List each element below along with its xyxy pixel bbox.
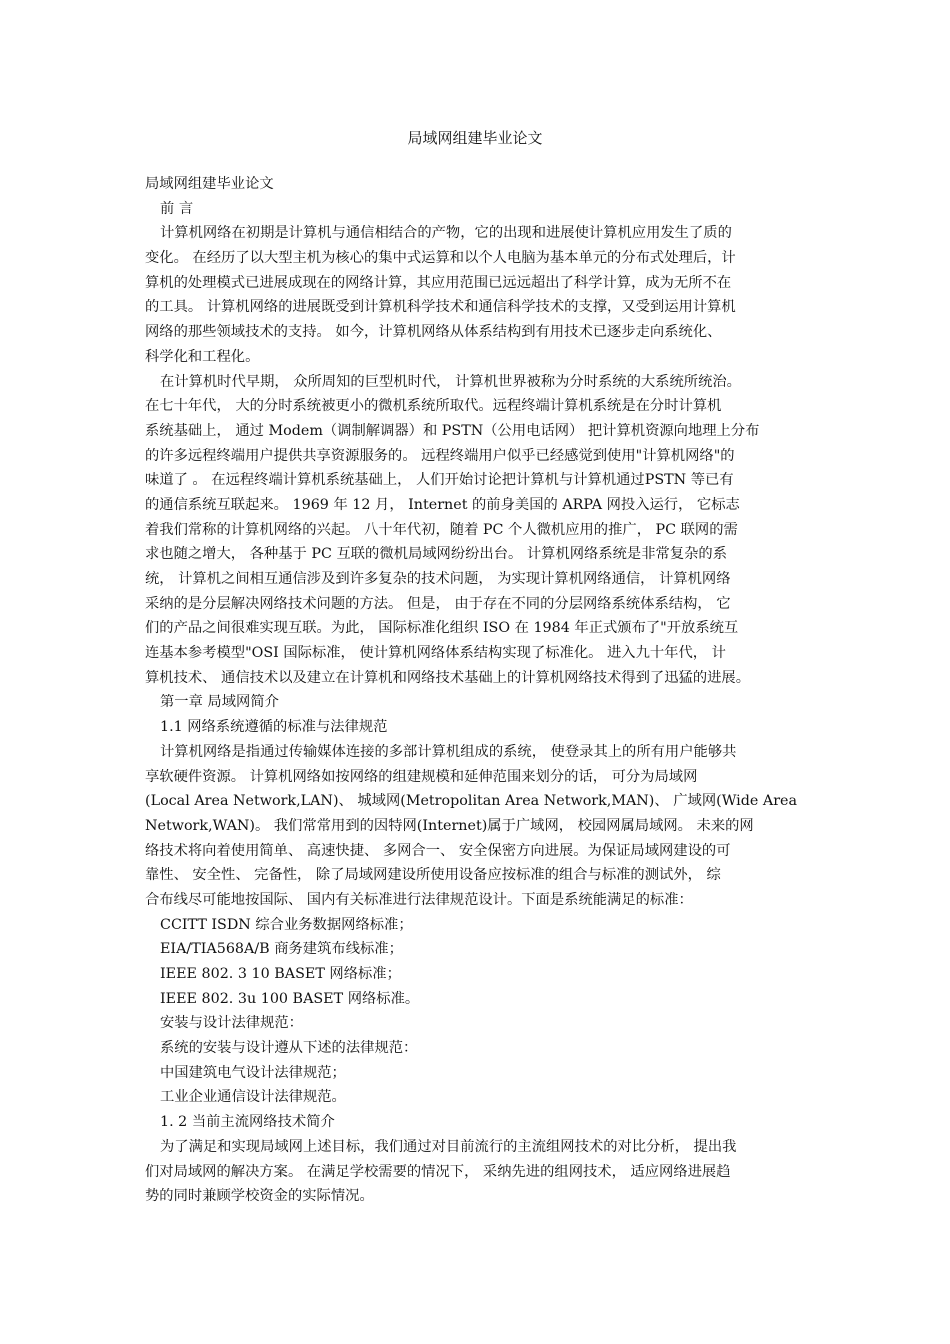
- text-line: 1. 2 当前主流网络技术简介: [160, 1114, 335, 1131]
- text-line: 第一章 局域网简介: [160, 694, 279, 711]
- text-line: 为了满足和实现局域网上述目标，我们通过对目前流行的主流组网技术的对比分析， 提出我: [160, 1138, 737, 1155]
- text-line: IEEE 802. 3u 100 BASET 网络标准。: [160, 990, 420, 1007]
- text-line: 的工具。 计算机网络的进展既受到计算机科学技术和通信科学技术的支撑，又受到运用计算机: [145, 299, 736, 316]
- document-title: 局域网组建毕业论文: [407, 129, 543, 147]
- text-line: 1.1 网络系统遵循的标准与法律规范: [160, 719, 388, 736]
- text-line: 变化。 在经历了以大型主机为核心的集中式运算和以个人电脑为基本单元的分布式处理后，计: [145, 250, 736, 267]
- text-line: 前 言: [160, 200, 194, 217]
- text-line: 在计算机时代早期， 众所周知的巨型机时代， 计算机世界被称为分时系统的大系统所统治。: [160, 373, 741, 390]
- text-line: 网络的那些领域技术的支持。 如今，计算机网络从体系结构到有用技术已逐步走向系统化、: [145, 324, 722, 341]
- text-line: 系统的安装与设计遵从下述的法律规范：: [160, 1040, 418, 1057]
- text-line: 们对局域网的解决方案。 在满足学校需要的情况下， 采纳先进的组网技术， 适应网络进展趋: [145, 1163, 731, 1180]
- text-line: 算机技术、 通信技术以及建立在计算机和网络技术基础上的计算机网络技术得到了迅猛的进展。: [145, 669, 751, 686]
- text-line: 科学化和工程化。: [145, 348, 260, 365]
- text-line: IEEE 802. 3 10 BASET 网络标准；: [160, 966, 401, 982]
- text-line: 势的同时兼顾学校资金的实际情况。: [145, 1188, 374, 1205]
- text-line: 采纳的是分层解决网络技术问题的方法。 但是， 由于存在不同的分层网络系统体系结构， 它: [145, 595, 731, 612]
- text-line: 求也随之增大， 各种基于 PC 互联的微机局域网纷纷出台。 计算机网络系统是非常复杂的系: [145, 546, 728, 563]
- text-line: 算机的处理模式已进展成现在的网络计算，其应用范围已远远超出了科学计算，成为无所不在: [145, 274, 732, 291]
- text-line: 局域网组建毕业论文: [145, 176, 274, 192]
- text-line: 的许多远程终端用户提供共享资源服务的。 远程终端用户似乎已经感觉到使用"计算机网络"的: [145, 447, 735, 464]
- text-line: CCITT ISDN 综合业务数据网络标准；: [160, 916, 413, 933]
- document-body: [145, 172, 815, 1209]
- text-line: 计算机网络在初期是计算机与通信相结合的产物，它的出现和进展使计算机应用发生了质的: [160, 225, 732, 242]
- text-line: 享软硬件资源。 计算机网络如按网络的组建规模和延伸范围来划分的话， 可分为局域网: [145, 768, 698, 785]
- text-line: 工业企业通信设计法律规范。: [160, 1089, 346, 1106]
- text-line: 系统基础上， 通过 Modem（调制解调器）和 PSTN（公用电话网） 把计算机资源向地理上分布: [145, 422, 760, 439]
- text-line: 计算机网络是指通过传输媒体连接的多部计算机组成的系统， 使登录其上的所有用户能够共: [160, 743, 737, 760]
- text-line: 连基本参考模型"OSI 国际标准， 使计算机网络体系结构实现了标准化。 进入九十年代， 计: [145, 645, 726, 662]
- text-line: 安装与设计法律规范：: [160, 1015, 303, 1032]
- text-line: 在七十年代， 大的分时系统被更小的微机系统所取代。远程终端计算机系统是在分时计算机: [145, 398, 722, 415]
- text-line: Network,WAN)。 我们常常用到的因特网(Internet)属于广域网， 校园网属局域网。 未来的网: [145, 817, 754, 834]
- text-line: 味道了 。 在远程终端计算机系统基础上， 人们开始讨论把计算机与计算机通过PSTN 等已有: [145, 472, 734, 489]
- text-line: (Local Area Network,LAN)、 城域网(Metropolitan Area Network,MAN)、 广域网(Wide Area: [145, 793, 798, 810]
- text-line: 合布线尽可能地按国际、 国内有关标准进行法律规范设计。下面是系统能满足的标准：: [145, 891, 693, 908]
- text-line: 统， 计算机之间相互通信涉及到许多复杂的技术问题， 为实现计算机网络通信， 计算机网络: [145, 571, 731, 587]
- text-line: 们的产品之间很难实现互联。为此， 国际标准化组织 ISO 在 1984 年正式颁布了"开放系统互: [145, 620, 739, 637]
- text-line: 络技术将向着使用简单、 高速快捷、 多网合一、 安全保密方向进展。为保证局域网建设的可: [145, 842, 731, 859]
- text-line: 中国建筑电气设计法律规范；: [160, 1064, 346, 1081]
- text-line: 的通信系统互联起来。 1969 年 12 月， Internet 的前身美国的 ARPA 网投入运行， 它标志: [145, 496, 740, 513]
- text-line: 靠性、 安全性、 完备性， 除了局域网建设所使用设备应按标准的组合与标准的测试外， 综: [145, 867, 721, 884]
- text-line: EIA/TIA568A/B 商务建筑布线标准；: [160, 941, 403, 958]
- text-line: 着我们常称的计算机网络的兴起。 八十年代初，随着 PC 个人微机应用的推广， PC 联网的需: [145, 521, 738, 538]
